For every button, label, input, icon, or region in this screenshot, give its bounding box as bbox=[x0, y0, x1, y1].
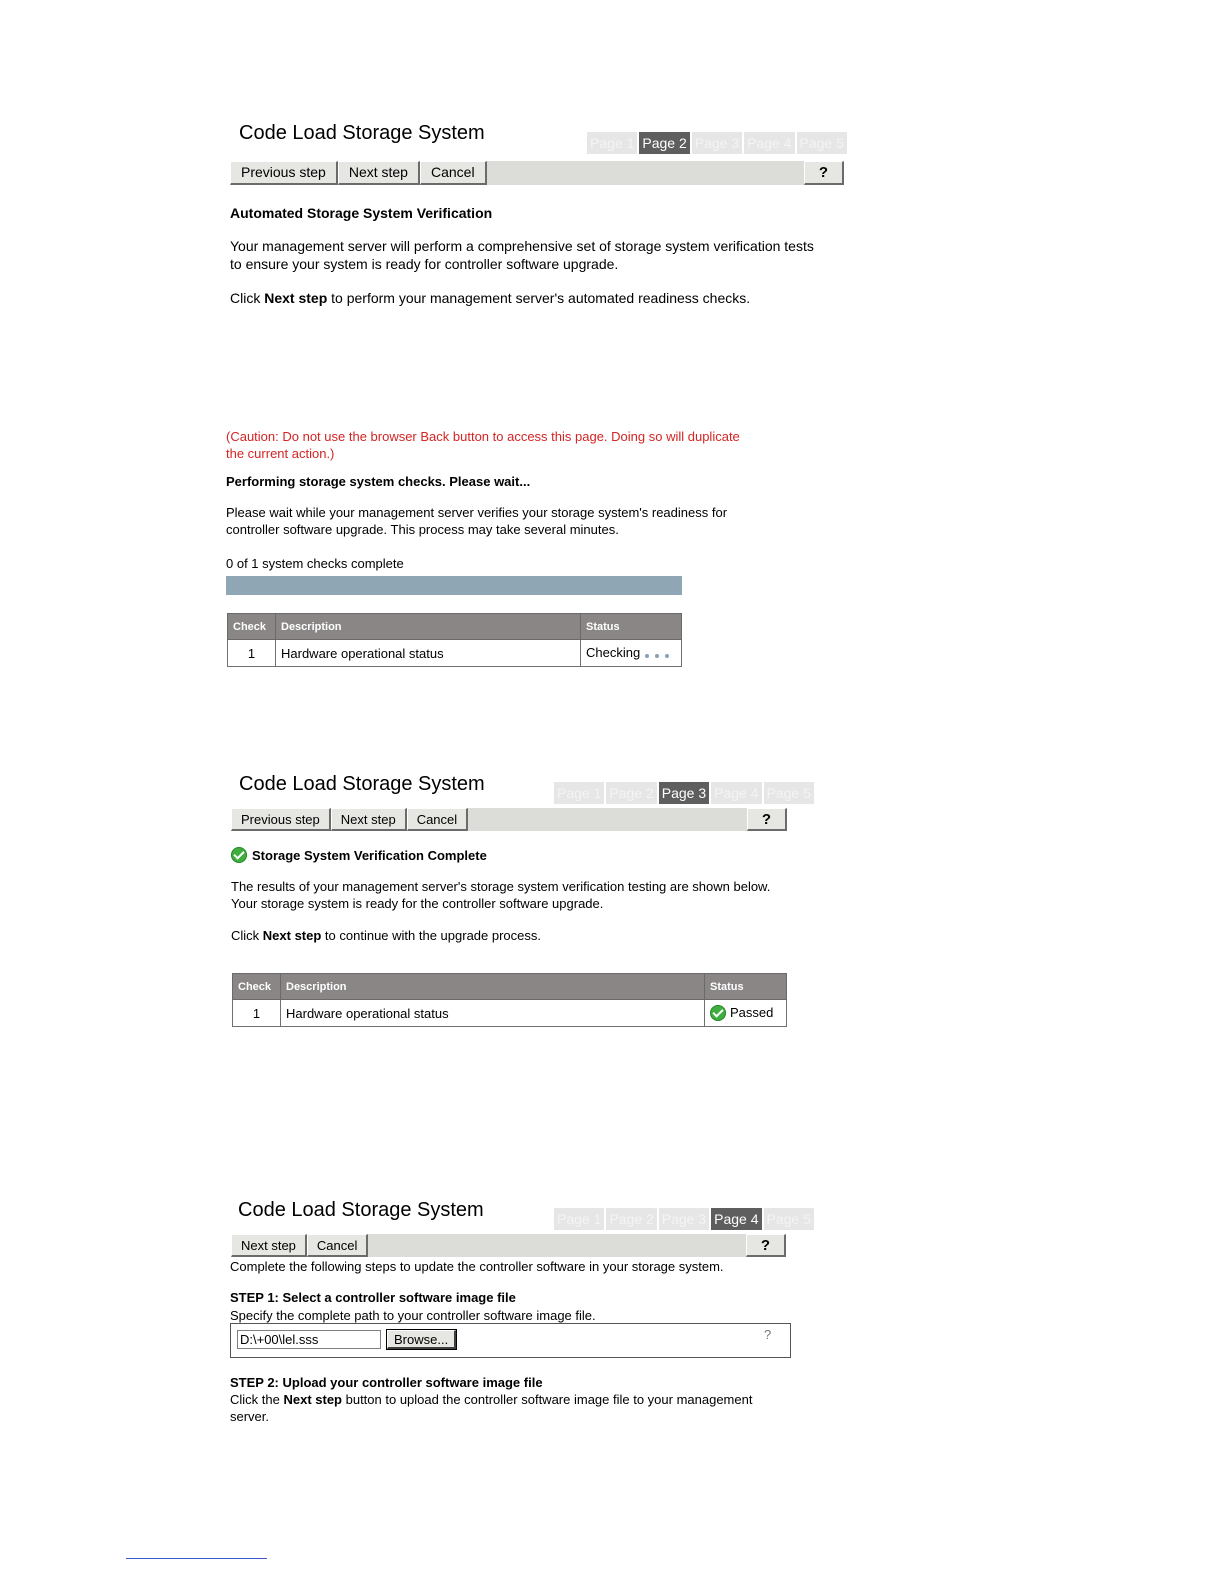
page-tab-2: Page 2 bbox=[606, 782, 656, 804]
page-tab-1: Page 1 bbox=[587, 132, 637, 154]
page-tab-4: Page 4 bbox=[744, 132, 794, 154]
help-button[interactable]: ? bbox=[804, 161, 844, 185]
intro-line-1: Your management server will perform a comprehensive set of storage system verification tests bbox=[230, 238, 814, 254]
table-header-row bbox=[233, 974, 787, 1000]
page-title: Code Load Storage System bbox=[239, 122, 485, 144]
previous-step-button[interactable]: Previous step bbox=[231, 808, 331, 831]
instruction-text bbox=[230, 289, 750, 307]
caution-line-1: (Caution: Do not use the browser Back button to access this page. Doing so will duplicate bbox=[226, 429, 740, 444]
result-text bbox=[231, 878, 791, 912]
step1-heading: STEP 1: Select a controller software image file bbox=[230, 1290, 516, 1305]
page-title: Code Load Storage System bbox=[238, 1199, 484, 1221]
intro-line-2: to ensure your system is ready for controller software upgrade. bbox=[230, 256, 619, 272]
column-header-description: Description bbox=[281, 974, 705, 1000]
instruction-prefix: Click bbox=[231, 928, 263, 943]
help-button[interactable]: ? bbox=[746, 1234, 786, 1257]
progress-bar bbox=[226, 576, 682, 595]
file-select-box bbox=[230, 1323, 791, 1358]
next-step-button[interactable]: Next step bbox=[338, 161, 420, 185]
page-tab-3: Page 3 bbox=[659, 782, 709, 804]
check-status: Checking bbox=[586, 644, 641, 660]
caution-line-2: the current action.) bbox=[226, 446, 335, 461]
step2-text bbox=[230, 1391, 790, 1425]
page-tab-5: Page 5 bbox=[764, 782, 814, 804]
next-step-button[interactable]: Next step bbox=[331, 808, 407, 831]
instruction-bold: Next step bbox=[264, 290, 328, 306]
section-heading-text: Storage System Verification Complete bbox=[252, 847, 487, 863]
checks-table bbox=[227, 613, 682, 667]
check-number: 1 bbox=[228, 640, 276, 667]
column-header-status: Status bbox=[705, 974, 787, 1000]
check-description: Hardware operational status bbox=[276, 640, 581, 667]
step1-text: Specify the complete path to your controller software image file. bbox=[230, 1308, 596, 1323]
step2-bold: Next step bbox=[283, 1392, 342, 1407]
page-title: Code Load Storage System bbox=[239, 773, 485, 795]
wizard-toolbar bbox=[231, 1234, 786, 1257]
section-heading bbox=[231, 847, 487, 863]
intro-text bbox=[230, 237, 850, 273]
file-path-input[interactable] bbox=[237, 1330, 381, 1349]
wizard-toolbar bbox=[231, 808, 787, 831]
page-indicator bbox=[587, 132, 849, 154]
next-step-button[interactable]: Next step bbox=[231, 1234, 307, 1257]
passed-check-icon bbox=[710, 1005, 726, 1021]
help-button[interactable]: ? bbox=[747, 808, 787, 831]
loading-dots-icon bbox=[642, 646, 672, 661]
page-indicator bbox=[554, 1208, 816, 1230]
intro-text: Complete the following steps to update the controller software in your storage system. bbox=[230, 1259, 724, 1274]
page-tab-5: Page 5 bbox=[797, 132, 847, 154]
wizard-toolbar bbox=[230, 161, 844, 185]
page-tab-3: Page 3 bbox=[659, 1208, 709, 1230]
check-status: Passed bbox=[730, 1004, 774, 1020]
wait-line-1: Please wait while your management server verifies your storage system's readiness for bbox=[226, 505, 728, 520]
page-tab-4: Page 4 bbox=[711, 1208, 761, 1230]
table-row bbox=[228, 640, 682, 667]
page-tab-2: Page 2 bbox=[606, 1208, 656, 1230]
page-tab-2: Page 2 bbox=[639, 132, 689, 154]
check-status-cell bbox=[705, 1000, 787, 1027]
table-row bbox=[233, 1000, 787, 1027]
instruction-text bbox=[231, 927, 541, 944]
cancel-button[interactable]: Cancel bbox=[407, 808, 468, 831]
previous-step-button[interactable]: Previous step bbox=[230, 161, 338, 185]
page-tab-4: Page 4 bbox=[711, 782, 761, 804]
help-question-icon[interactable]: ? bbox=[764, 1327, 772, 1342]
success-check-icon bbox=[231, 847, 247, 863]
page-tab-3: Page 3 bbox=[692, 132, 742, 154]
page-tab-1: Page 1 bbox=[554, 782, 604, 804]
step2-line-1 bbox=[230, 1391, 790, 1408]
column-header-status: Status bbox=[581, 614, 682, 640]
wait-line-2: controller software upgrade. This process may take several minutes. bbox=[226, 522, 619, 537]
result-line-2: Your storage system is ready for the controller software upgrade. bbox=[231, 896, 604, 911]
page-indicator bbox=[554, 782, 816, 804]
wait-text bbox=[226, 504, 786, 538]
page-tab-5: Page 5 bbox=[764, 1208, 814, 1230]
caution-message bbox=[226, 428, 786, 462]
cancel-button[interactable]: Cancel bbox=[307, 1234, 368, 1257]
check-number: 1 bbox=[233, 1000, 281, 1027]
instruction-suffix: to continue with the upgrade process. bbox=[321, 928, 542, 943]
column-header-description: Description bbox=[276, 614, 581, 640]
browse-button[interactable]: Browse... bbox=[387, 1330, 456, 1349]
step2-suffix: button to upload the controller software image file to your management bbox=[342, 1392, 753, 1407]
check-status-cell bbox=[581, 640, 682, 667]
cancel-button[interactable]: Cancel bbox=[420, 161, 487, 185]
result-line-1: The results of your management server's storage system verification testing are shown below. bbox=[231, 879, 771, 894]
progress-heading: Performing storage system checks. Please wait... bbox=[226, 474, 531, 489]
column-header-check: Check bbox=[228, 614, 276, 640]
column-header-check: Check bbox=[233, 974, 281, 1000]
step2-line-2: server. bbox=[230, 1409, 270, 1424]
step2-heading: STEP 2: Upload your controller software image file bbox=[230, 1375, 543, 1390]
table-header-row bbox=[228, 614, 682, 640]
section-heading: Automated Storage System Verification bbox=[230, 205, 493, 221]
progress-count: 0 of 1 system checks complete bbox=[226, 556, 404, 571]
results-table bbox=[232, 973, 787, 1027]
instruction-bold: Next step bbox=[262, 928, 322, 943]
instruction-prefix: Click bbox=[230, 290, 265, 306]
instruction-suffix: to perform your management server's automated readiness checks. bbox=[327, 290, 751, 306]
page-tab-1: Page 1 bbox=[554, 1208, 604, 1230]
step2-prefix: Click the bbox=[230, 1392, 284, 1407]
check-description: Hardware operational status bbox=[281, 1000, 705, 1027]
footnote-rule bbox=[126, 1558, 267, 1559]
